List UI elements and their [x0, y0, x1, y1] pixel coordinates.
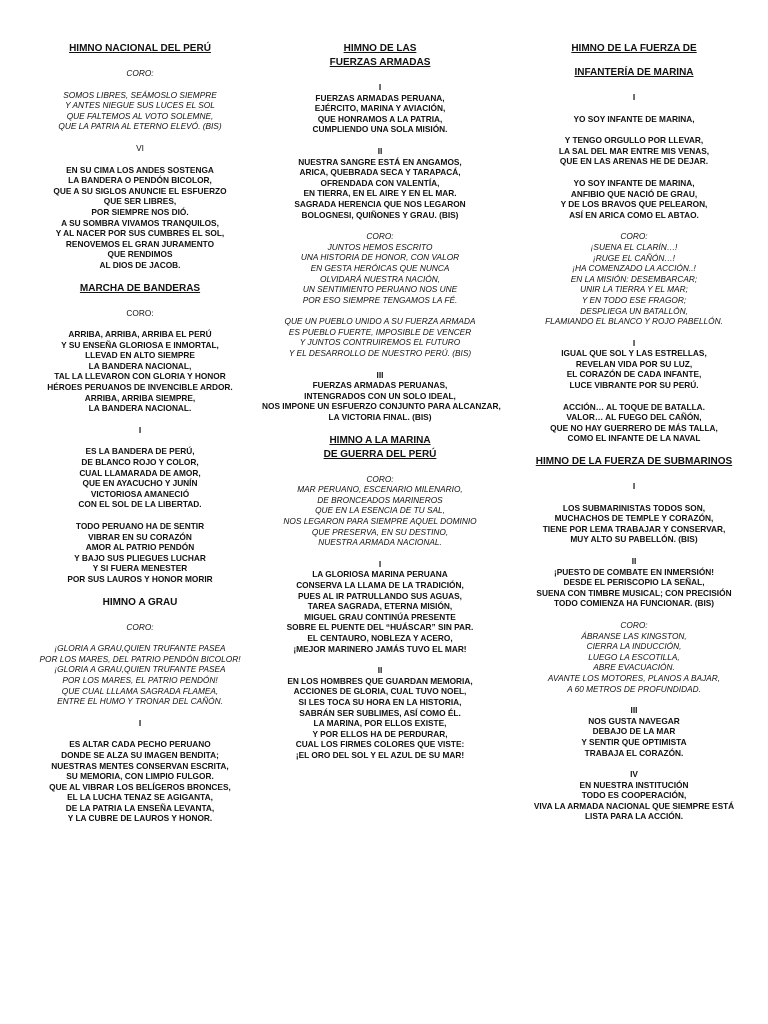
stanza-line: ÁBRANSE LAS KINGSTON, [581, 630, 687, 641]
stanza-line: ARRIBA, ARRIBA, ARRIBA EL PERÚ [68, 329, 212, 340]
stanza-line: ABRE EVACUACIÓN. [593, 662, 675, 673]
stanza-line: EN LA MISIÓN: DESEMBARCAR; [570, 273, 698, 284]
stanza-line: EN GESTA HERÓICAS QUE NUNCA [310, 262, 450, 273]
stanza-line: VALOR… AL FUEGO DEL CAÑÓN, [566, 412, 702, 423]
stanza-line: III [376, 369, 384, 380]
stanza-line: Y EL DESARROLLO DE NUESTRO PERÚ. (BIS) [288, 348, 472, 359]
hymn-title [508, 455, 760, 469]
stanza-line: EJÉRCITO, MARINA Y AVIACIÓN, [314, 103, 446, 114]
stanza [508, 135, 760, 167]
stanza-line: QUE HONRAMOS A LA PATRIA, [317, 113, 443, 124]
stanza [508, 556, 760, 609]
stanza-line: LOS SUBMARINISTAS TODOS SON, [562, 502, 706, 513]
stanza [262, 474, 498, 548]
stanza-line: CORO: [620, 231, 648, 242]
stanza-line: Y ANTES NIEGUE SUS LUCES EL SOL [65, 100, 215, 111]
stanza [20, 90, 260, 132]
stanza-line: NOS GUSTA NAVEGAR [588, 715, 680, 726]
stanza-line: INTENGRADOS CON UN SOLO IDEAL, [304, 390, 456, 401]
stanza [508, 178, 760, 220]
stanza [20, 446, 260, 510]
stanza-line: YO SOY INFANTE DE MARINA, [573, 113, 695, 124]
stanza-line: EL CORAZÓN DE CADA INFANTE, [566, 369, 702, 380]
stanza-line: LLEVAD EN ALTO SIEMPRE [85, 350, 195, 361]
stanza-line: TRABAJA EL CORAZÓN. [584, 747, 684, 758]
stanza [508, 402, 760, 444]
stanza-line: CORO: [366, 473, 394, 484]
stanza-line: EN NUESTRA INSTITUCIÓN [579, 779, 689, 790]
stanza-line: LA BANDERA NACIONAL. [88, 403, 192, 414]
stanza-line: Y EN TODO ESE FRAGOR; [581, 294, 687, 305]
hymn-title-line: HIMNO NACIONAL DEL PERÚ [69, 43, 211, 54]
stanza-line: SABRÁN SER SUBLIMES, ASÍ COMO ÉL. [299, 707, 461, 718]
stanza-line: CORO: [126, 68, 154, 78]
stanza-line: TODO PERUANO HA DE SENTIR [75, 521, 205, 531]
stanza-line: TODO ES COOPERACIÓN, [581, 790, 687, 801]
stanza-line: AVANTE LOS MOTORES, PLANOS A BAJAR, [547, 672, 721, 683]
stanza-line: AMOR AL PATRIO PENDÓN [85, 542, 195, 553]
stanza-line: II [377, 145, 383, 156]
stanza-line: QUE FALTEMOS AL VOTO SOLEMNE, [66, 110, 214, 121]
stanza [508, 503, 760, 545]
stanza-line: ¡PUESTO DE COMBATE EN INMERSIÓN! [553, 566, 715, 577]
stanza-line: LA GLORIOSA MARINA PERUANA [312, 569, 448, 580]
stanza-line: LISTA PARA LA ACCIÓN. [584, 811, 684, 822]
stanza-line: ASÍ EN ARICA COMO EL ABTAO. [569, 209, 699, 220]
stanza-line: Y POR ELLOS HA DE PERDURAR, [312, 728, 448, 739]
stanza-line: Y SU ENSEÑA GLORIOSA E INMORTAL, [61, 339, 219, 350]
stanza-line: CORO: [126, 307, 154, 318]
stanza-line: VIBRAR EN SU CORAZÓN [88, 531, 192, 542]
stanza [20, 68, 260, 79]
stanza-line: MUY ALTO SU PABELLÓN. (BIS) [570, 534, 698, 545]
stanza-line: QUE RENDIMOS [107, 249, 173, 260]
stanza [508, 705, 760, 758]
stanza-line: II [631, 556, 637, 566]
stanza [20, 308, 260, 319]
stanza-line: QUE EN LAS ARENAS HE DE DEJAR. [559, 156, 709, 167]
stanza-line: LUEGO LA ESCOTILLA, [588, 651, 680, 662]
stanza-line: ACCIÓN… AL TOQUE DE BATALLA. [563, 401, 705, 412]
stanza [20, 165, 260, 271]
stanza-line: ES PUEBLO FUERTE, IMPOSIBLE DE VENCER [288, 326, 472, 337]
stanza-line: Y SENTIR QUE OPTIMISTA [581, 736, 687, 747]
stanza-line: CORO: [126, 621, 154, 632]
stanza-line: III [630, 705, 638, 716]
stanza-line: I [632, 92, 636, 102]
stanza-line: QUE SER LIBRES, [103, 196, 177, 207]
stanza [262, 559, 498, 654]
stanza-line: ¡GLORIA A GRAU,QUIEN TRUFANTE PASEA [54, 664, 226, 675]
stanza-line: ¡MEJOR MARINERO JAMÁS TUVO EL MAR! [293, 643, 467, 654]
stanza [20, 143, 260, 154]
stanza-line: MUCHACHOS DE TEMPLE Y CORAZÓN, [554, 513, 714, 524]
stanza-line: BOLOGNESI, QUIÑONES Y GRAU. (BIS) [301, 209, 459, 220]
hymn-title-line: INFANTERÍA DE MARINA [574, 67, 694, 78]
stanza-line: Y SI FUERA MENESTER [92, 563, 188, 574]
stanza [20, 521, 260, 585]
stanza-line: OLVIDARÁ NUESTRA NACIÓN, [319, 273, 441, 284]
hymn-title [262, 434, 498, 462]
stanza-line: NOS IMPONE UN ESFUERZO CONJUNTO PARA ALCANZAR, [262, 401, 501, 412]
stanza-line: LA MARINA, POR ELLOS EXISTE, [313, 718, 447, 729]
stanza-line: SAGRADA HERENCIA QUE NOS LEGARON [294, 198, 466, 209]
stanza [20, 425, 260, 436]
column-2 [262, 38, 501, 771]
stanza-line: I [138, 717, 142, 728]
stanza-line: CONSERVA LA LLAMA DE LA TRADICIÓN, [296, 579, 464, 590]
stanza-line: PUES AL IR PATRULLANDO SUS AGUAS, [298, 590, 462, 601]
stanza-line: TODO COMIENZA HA FUNCIONAR. (BIS) [553, 598, 715, 609]
stanza-line: A SU SOMBRA VIVAMOS TRANQUILOS, [61, 217, 219, 228]
stanza-line: NOS LEGARON PARA SIEMPRE AQUEL DOMINIO [283, 516, 477, 526]
stanza-line: CORO: [366, 231, 394, 242]
stanza-line: II [377, 665, 383, 676]
stanza [508, 114, 760, 125]
stanza-line: VIVA LA ARMADA NACIONAL QUE SIEMPRE ESTÁ [533, 800, 735, 811]
stanza-line: I [632, 481, 636, 492]
stanza-line: LA SAL DEL MAR ENTRE MIS VENAS, [558, 145, 710, 156]
stanza-line: I [632, 337, 636, 348]
stanza-line: DESPLIEGA UN BATALLÓN, [580, 305, 688, 316]
stanza [508, 769, 760, 822]
stanza-line: Y JUNTOS CONTRUIREMOS EL FUTURO [299, 337, 461, 348]
stanza-line: Y AL NACER POR SUS CUMBRES EL SOL, [55, 228, 225, 239]
stanza-line: ES LA BANDERA DE PERÚ, [85, 446, 195, 457]
stanza-line: ACCIONES DE GLORIA, CUAL TUVO NOEL, [293, 686, 467, 697]
hymn-title [508, 42, 760, 80]
hymn-title-line: HIMNO A LA MARINA [329, 434, 431, 446]
stanza-line: FLAMIANDO EL BLANCO Y ROJO PABELLÓN. [545, 316, 723, 327]
stanza-line: SOBRE EL PUENTE DEL “HUÁSCAR” SIN PAR. [286, 622, 474, 633]
stanza-line: YO SOY INFANTE DE MARINA, [573, 177, 695, 188]
stanza [20, 329, 260, 414]
stanza-line: VI [136, 142, 144, 153]
stanza [508, 92, 760, 103]
stanza-line: NUESTRA ARMADA NACIONAL. [318, 537, 442, 548]
stanza-line: QUE EN AYACUCHO Y JUNÍN [82, 478, 198, 489]
stanza-line: UN SENTIMIENTO PERUANO NOS UNE [302, 284, 458, 295]
stanza-line: LUCE VIBRANTE POR SU PERÚ. [569, 380, 699, 391]
stanza-line: I [378, 558, 382, 569]
stanza [20, 718, 260, 729]
stanza-line: LA VICTORIA FINAL. (BIS) [328, 412, 432, 423]
stanza [508, 338, 760, 391]
stanza-line: QUE AL VIBRAR LOS BELÍGEROS BRONCES, [49, 781, 231, 792]
stanza [20, 622, 260, 633]
stanza-line: NUESTRA SANGRE ESTÁ EN ANGAMOS, [298, 156, 462, 167]
stanza-line: MAR PERUANO, ESCENARIO MILENARIO, [297, 484, 463, 495]
stanza-line: EN TIERRA, EN EL AIRE Y EN EL MAR. [303, 188, 457, 199]
stanza-line: LA BANDERA O PENDÓN BICOLOR, [68, 175, 212, 186]
stanza [262, 369, 501, 423]
stanza-line: TAREA SAGRADA, ETERNA MISIÓN, [307, 601, 453, 612]
stanza-line: DEBAJO DE LA MAR [592, 726, 676, 737]
stanza [262, 231, 498, 305]
stanza-line: UNA HISTORIA DE HONOR, CON VALOR [300, 252, 460, 263]
stanza-line: ANFIBIO QUE NACIÓ DE GRAU, [570, 188, 698, 199]
stanza-line: NUESTRAS MENTES CONSERVAN ESCRITA, [51, 760, 229, 771]
stanza-line: QUE UN PUEBLO UNIDO A SU FUERZA ARMADA [284, 316, 476, 327]
stanza-line: ¡SUENA EL CLARÍN…! [590, 241, 678, 252]
stanza-line: HÉROES PERUANOS DE INVENCIBLE ARDOR. [47, 382, 233, 393]
stanza-line: EN LOS HOMBRES QUE GUARDAN MEMORIA, [287, 675, 473, 686]
stanza-line: ¡RUGE EL CAÑÓN…! [593, 252, 675, 263]
stanza-line: DE LA PATRIA LA ENSEÑA LEVANTA, [65, 802, 215, 813]
stanza-line: IGUAL QUE SOL Y LAS ESTRELLAS, [561, 348, 707, 359]
stanza-line: CIERRA LA INDUCCIÓN, [586, 641, 682, 652]
stanza-line: I [378, 82, 382, 92]
stanza-line: DE BLANCO ROJO Y COLOR, [81, 457, 199, 468]
stanza-line: CUMPLIENDO UNA SOLA MISIÓN. [312, 124, 448, 135]
hymn-title-line: DE GUERRA DEL PERÚ [323, 448, 437, 460]
stanza-line: ARICA, QUEBRADA SECA Y TARAPACÁ, [299, 167, 461, 178]
stanza-line: CON EL SOL DE LA LIBERTAD. [78, 499, 202, 510]
stanza-line: QUE A SU SIGLOS ANUNCIE EL ESFUERZO [53, 185, 227, 196]
stanza-line: Y TENGO ORGULLO POR LLEVAR, [564, 135, 704, 146]
stanza-line: IV [630, 769, 638, 780]
hymn-title-line: MARCHA DE BANDERAS [79, 282, 201, 294]
hymn-title [20, 282, 260, 296]
stanza-line: EN SU CIMA LOS ANDES SOSTENGA [66, 164, 214, 175]
stanza [262, 316, 498, 358]
column-1 [20, 38, 260, 835]
stanza-line: OFRENDADA CON VALENTÍA, [320, 177, 440, 188]
stanza-line: EL LA LUCHA TENAZ SE AGIGANTA, [67, 792, 213, 803]
stanza-line: EL CENTAURO, NOBLEZA Y ACERO, [307, 632, 453, 643]
stanza-line: POR ESO SIEMPRE TENGAMOS LA FÉ. [302, 294, 458, 305]
hymn-title-line: HIMNO DE LA FUERZA DE SUBMARINOS [535, 456, 733, 468]
stanza-line: RENOVEMOS EL GRAN JURAMENTO [65, 238, 215, 249]
stanza-line: JUNTOS HEMOS ESCRITO [327, 241, 433, 252]
hymn-title-line: HIMNO A GRAU [102, 596, 178, 608]
hymn-title-line: HIMNO DE LAS [343, 43, 417, 54]
stanza-line: LA BANDERA NACIONAL, [88, 360, 192, 371]
stanza-line: QUE NO HAY GUERRERO DE MÁS TALLA, [550, 422, 718, 433]
hymn-title [262, 42, 498, 70]
stanza-line: Y BAJO SUS PLIEGUES LUCHAR [74, 552, 206, 563]
stanza [508, 620, 760, 694]
stanza-line: A 60 METROS DE PROFUNDIDAD. [567, 683, 701, 694]
stanza-line: ARRIBA, ARRIBA SIEMPRE, [84, 392, 196, 403]
hymn-title [20, 596, 260, 610]
stanza-line: Y DE LOS BRAVOS QUE PELEARON, [560, 199, 708, 210]
stanza-line: SU MEMORIA, CON LIMPIO FULGOR. [66, 771, 214, 782]
stanza-line: UNIR LA TIERRA Y EL MAR; [580, 284, 688, 295]
hymn-title-line: FUERZAS ARMADAS [329, 57, 431, 68]
stanza-line: QUE LA PATRIA AL ETERNO ELEVÓ. (BIS) [58, 121, 222, 132]
stanza [508, 231, 760, 326]
stanza-line: MIGUEL GRAU CONTINÚA PRESENTE [304, 611, 456, 622]
stanza-line: SI LES TOCA SU HORA EN LA HISTORIA, [298, 696, 462, 707]
stanza-line: DESDE EL PERISCOPIO LA SEÑAL, [563, 577, 705, 588]
stanza-line: Y LA CUBRE DE LAUROS Y HONOR. [67, 813, 213, 824]
stanza-line: POR LOS MARES, DEL PATRIO PENDÓN BICOLOR! [39, 653, 241, 664]
stanza-line: FUERZAS ARMADAS PERUANAS, [312, 380, 448, 391]
stanza-line: QUE EN LA ESENCIA DE TU SAL, [315, 505, 445, 516]
hymn-title [20, 42, 260, 56]
stanza-line: FUERZAS ARMADAS PERUANA, [315, 92, 445, 103]
stanza-line: POR LOS MARES, EL PATRIO PENDÓN! [62, 674, 218, 685]
stanza-line: SOMOS LIBRES, SEÁMOSLO SIEMPRE [63, 89, 217, 100]
stanza-line: ENTRE EL HUMO Y TRONAR DEL CAÑÓN. [57, 696, 223, 707]
stanza [262, 665, 498, 760]
stanza [262, 146, 498, 220]
stanza-line: DONDE SE ALZA SU IMAGEN BENDITA; [61, 749, 219, 760]
stanza [20, 739, 260, 824]
stanza-line: QUE CUAL LLLAMA SAGRADA FLAMEA, [61, 685, 219, 696]
stanza-line: CORO: [620, 619, 648, 630]
hymn-title-line: HIMNO DE LA FUERZA DE [571, 43, 697, 54]
stanza [508, 481, 760, 492]
column-3 [508, 38, 760, 833]
stanza-line: POR SUS LAUROS Y HONOR MORIR [67, 573, 213, 584]
stanza-line: ¡HA COMENZADO LA ACCIÓN..! [572, 263, 696, 274]
stanza-line: ¡GLORIA A GRAU,QUIEN TRUFANTE PASEA [54, 643, 226, 654]
stanza-line: CUAL LLAMARADA DE AMOR, [79, 467, 201, 478]
stanza-line: TAL LA LLEVARON CON GLORIA Y HONOR [54, 371, 226, 382]
stanza-line: CUAL LOS FIRMES COLORES QUE VISTE: [295, 739, 465, 750]
stanza-line: TIENE POR LEMA TRABAJAR Y CONSERVAR, [542, 523, 726, 534]
stanza-line: I [138, 424, 142, 435]
stanza [262, 82, 498, 135]
stanza-line: ¡EL ORO DEL SOL Y EL AZUL DE SU MAR! [295, 749, 465, 760]
stanza-line: QUE PRESERVA, EN SU DESTINO, [311, 526, 449, 537]
stanza-line: VICTORIOSA AMANECIÓ [90, 488, 190, 499]
stanza-line: REVELAN VIDA POR SU LUZ, [575, 358, 693, 369]
stanza-line: AL DIOS DE JACOB. [99, 259, 181, 270]
stanza-line: SUENA CON TIMBRE MUSICAL; CON PRECISIÓN [536, 587, 732, 598]
stanza-line: COMO EL INFANTE DE LA NAVAL [567, 433, 701, 444]
stanza-line: ES ALTAR CADA PECHO PERUANO [69, 739, 211, 750]
stanza-line: DE BRONCEADOS MARINEROS [317, 494, 443, 505]
stanza-line: POR SIEMPRE NOS DIÓ. [91, 206, 189, 217]
stanza [20, 643, 260, 707]
